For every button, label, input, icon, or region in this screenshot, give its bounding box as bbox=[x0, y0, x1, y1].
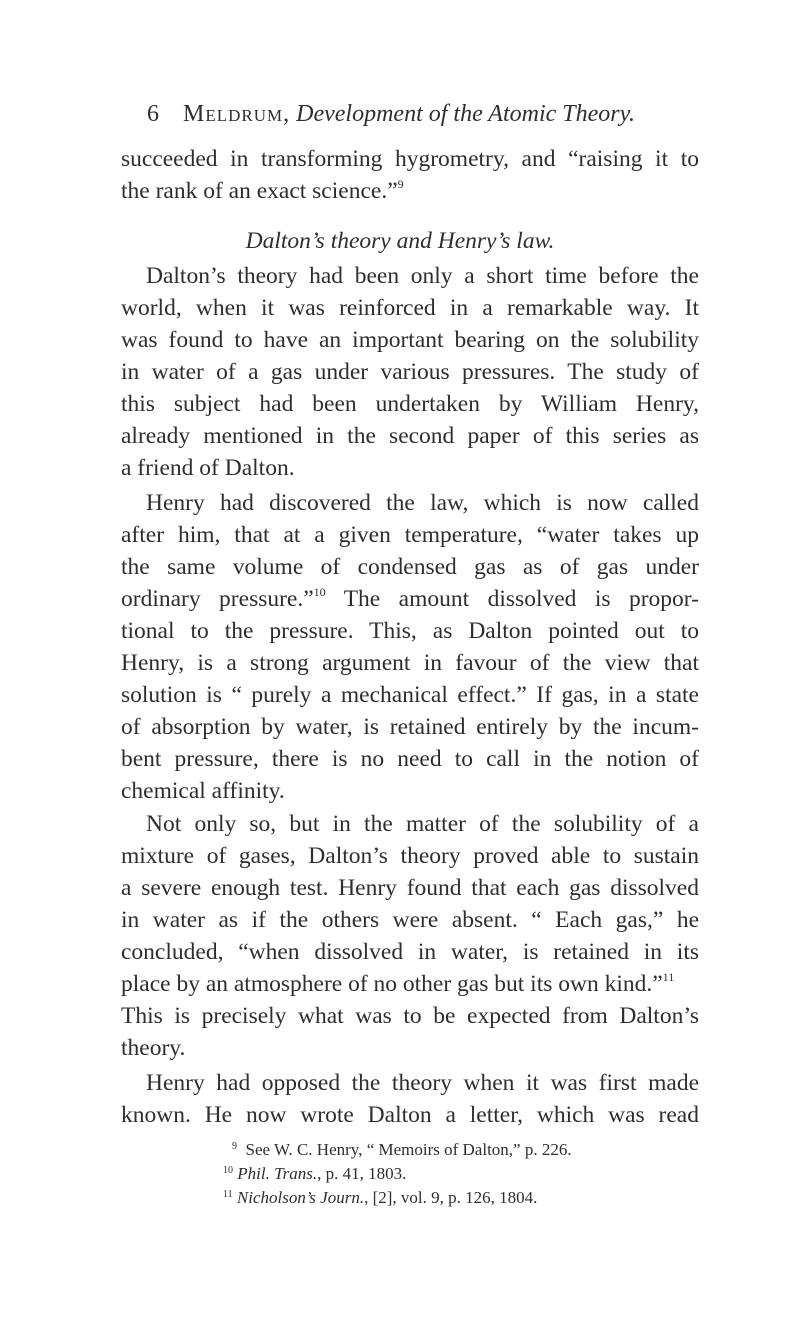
text-line: after him, that at a given temperature, “water takes up bbox=[121, 522, 699, 548]
text-line: of absorption by water, is retained entirely by the incum- bbox=[121, 714, 699, 740]
footnote bbox=[223, 1163, 406, 1185]
running-header bbox=[147, 98, 635, 130]
text-fragment: The amount dissolved is propor- bbox=[325, 586, 699, 612]
text-line: a severe enough test. Henry found that each gas dissolved bbox=[121, 875, 699, 901]
text-line: Henry had discovered the law, which is now called bbox=[146, 490, 699, 516]
footnote-ref: 11 bbox=[662, 970, 675, 984]
text-line: mixture of gases, Dalton’s theory proved able to sustain bbox=[121, 843, 699, 869]
text-line bbox=[121, 968, 674, 1000]
header-title: Development of the Atomic Theory. bbox=[296, 101, 635, 127]
text-line: Henry had opposed the theory when it was first made bbox=[146, 1070, 699, 1096]
text-line: the same volume of condensed gas as of gas under bbox=[121, 554, 699, 580]
text-line: in water of a gas under various pressures. The study of bbox=[121, 359, 699, 385]
text-line: Not only so, but in the matter of the solubility of a bbox=[146, 811, 699, 837]
text-line: This is precisely what was to be expected from Dalton’s bbox=[121, 1003, 699, 1029]
section-heading: Dalton’s theory and Henry’s law. bbox=[245, 228, 555, 254]
text-line bbox=[121, 175, 404, 207]
footnote-marker: 10 bbox=[223, 1165, 233, 1176]
text-line: known. He now wrote Dalton a letter, which was read bbox=[121, 1102, 699, 1128]
text-line: Dalton’s theory had been only a short time before the bbox=[146, 263, 699, 289]
footnote bbox=[232, 1139, 572, 1161]
text-line: theory. bbox=[121, 1035, 186, 1061]
text-fragment: place by an atmosphere of no other gas but its own kind.” bbox=[121, 971, 663, 997]
text-line: concluded, “when dissolved in water, is retained in its bbox=[121, 939, 699, 965]
footnote-journal: Nicholson’s Journ. bbox=[236, 1188, 365, 1207]
footnote-journal: Phil. Trans. bbox=[237, 1164, 318, 1183]
footnote-text: , p. 41, 1803. bbox=[317, 1164, 407, 1183]
text-line: world, when it was reinforced in a remarkable way. It bbox=[121, 295, 699, 321]
text-fragment: the rank of an exact science.” bbox=[121, 178, 398, 204]
text-line: Henry, is a strong argument in favour of the view that bbox=[121, 650, 699, 676]
text-line: in water as if the others were absent. “ Each gas,” he bbox=[121, 907, 699, 933]
footnote-ref: 10 bbox=[313, 585, 326, 599]
footnote-marker: 9 bbox=[232, 1141, 237, 1152]
text-fragment: ordinary pressure.” bbox=[121, 586, 314, 612]
text-line: succeeded in transforming hygrometry, and “raising it to bbox=[121, 146, 699, 172]
text-line: a friend of Dalton. bbox=[121, 455, 295, 481]
text-line: this subject had been undertaken by William Henry, bbox=[121, 391, 699, 417]
footnote-text: , [2], vol. 9, p. 126, 1804. bbox=[364, 1188, 538, 1207]
footnote-ref: 9 bbox=[397, 177, 404, 191]
footnote-marker: 11 bbox=[223, 1189, 233, 1200]
text-line: already mentioned in the second paper of this series as bbox=[121, 423, 699, 449]
footnote-text: See W. C. Henry, “ Memoirs of Dalton,” p. 226. bbox=[245, 1140, 572, 1159]
text-line: solution is “ purely a mechanical effect.” If gas, in a state bbox=[121, 682, 699, 708]
text-line: was found to have an important bearing on the solubility bbox=[121, 327, 699, 353]
text-line bbox=[121, 583, 699, 615]
header-author: Meldrum, bbox=[183, 101, 291, 127]
text-line: tional to the pressure. This, as Dalton pointed out to bbox=[121, 618, 699, 644]
text-line: chemical affinity. bbox=[121, 778, 285, 804]
page-number: 6 bbox=[147, 101, 159, 127]
footnote bbox=[223, 1187, 537, 1209]
text-line: bent pressure, there is no need to call in the notion of bbox=[121, 746, 699, 772]
